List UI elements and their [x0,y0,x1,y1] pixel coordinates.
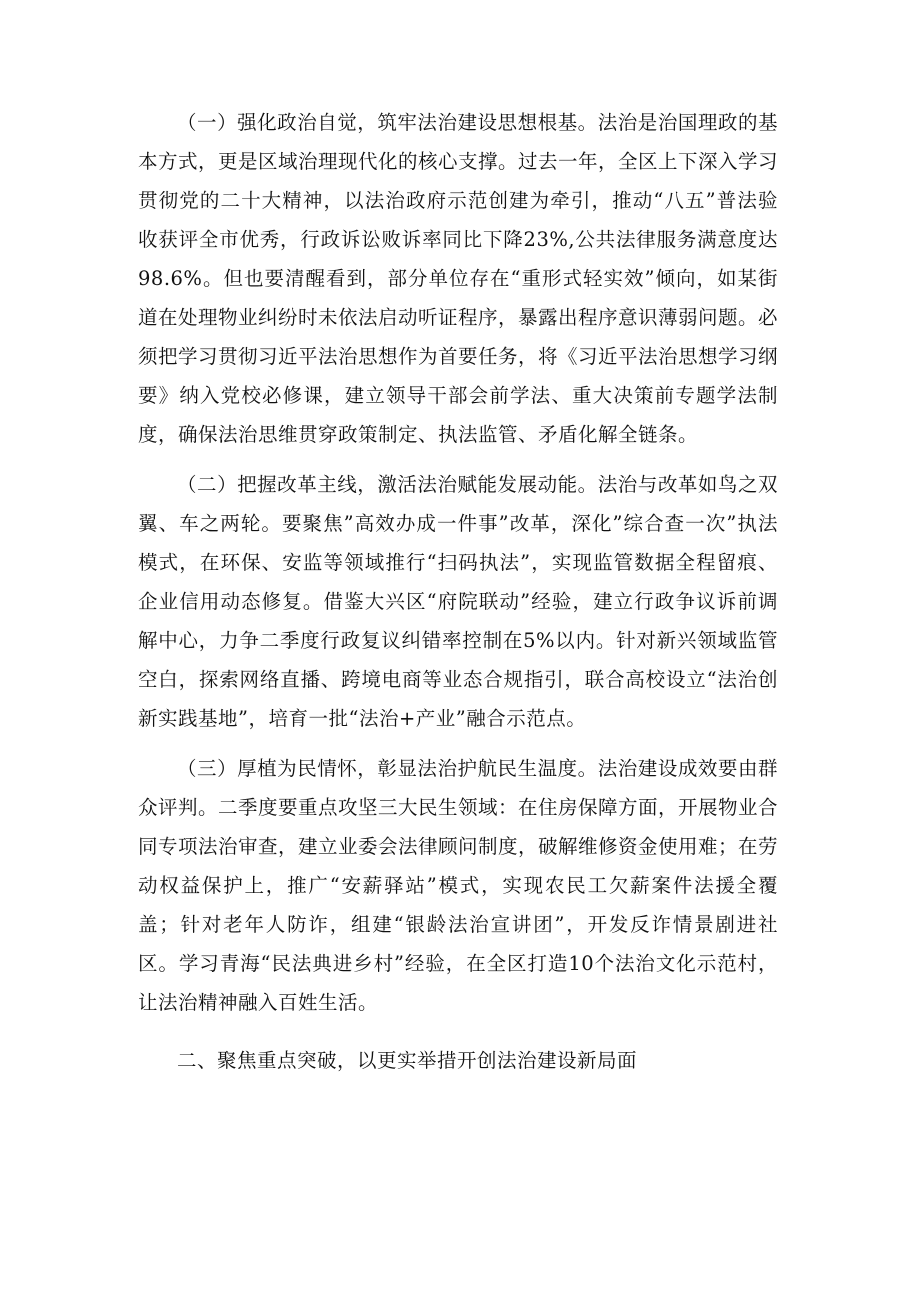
paragraph-1: （一）强化政治自觉，筑牢法治建设思想根基。法治是治国理政的基本方式，更是区域治理现代化的核心支撑。过去一年，全区上下深入学习贯彻党的二十大精神，以法治政府示范创建为牵引，推动“八五”普法验收获评全市优秀，行政诉讼败诉率同比下降23%,公共法律服务满意度达98.6%。但也要清醒看到，部分单位存在“重形式轻实效”倾向，如某街道在处理物业纠纷时未依法启动听证程序，暴露出程序意识薄弱问题。必须把学习贯彻习近平法治思想作为首要任务，将《习近平法治思想学习纲要》纳入党校必修课，建立领导干部会前学法、重大决策前专题学法制度，确保法治思维贯穿政策制定、执法监管、矛盾化解全链条。 [138,111,779,446]
document-body [138,103,778,1080]
section-heading: 二、聚焦重点突破，以更实举措开创法治建设新局面 [177,1049,638,1072]
paragraph-2: （二）把握改革主线，激活法治赋能发展动能。法治与改革如鸟之双翼、车之两轮。要聚焦”高效办成一件事”改革，深化”综合查一次”执法模式，在环保、安监等领域推行“扫码执法”，实现监管数据全程留痕、企业信用动态修复。借鉴大兴区“府院联动”经验，建立行政争议诉前调解中心，力争二季度行政复议纠错率控制在5%以内。针对新兴领域监管空白，探索网络直播、跨境电商等业态合规指引，联合高校设立“法治创新实践基地”，培育一批“法治+产业”融合示范点。 [138,473,778,730]
paragraph-3: （三）厚植为民情怀，彰显法治护航民生温度。法治建设成效要由群众评判。二季度要重点攻坚三大民生领域：在住房保障方面，开展物业合同专项法治审查，建立业委会法律顾问制度，破解维修资金使用难；在劳动权益保护上，推广“安薪驿站”模式，实现农民工欠薪案件法援全覆盖；针对老年人防诈，组建“银龄法治宣讲团”，开发反诈情景剧进社区。学习青海“民法典进乡村”经验，在全区打造10个法治文化示范村，让法治精神融入百姓生活。 [138,757,779,1014]
